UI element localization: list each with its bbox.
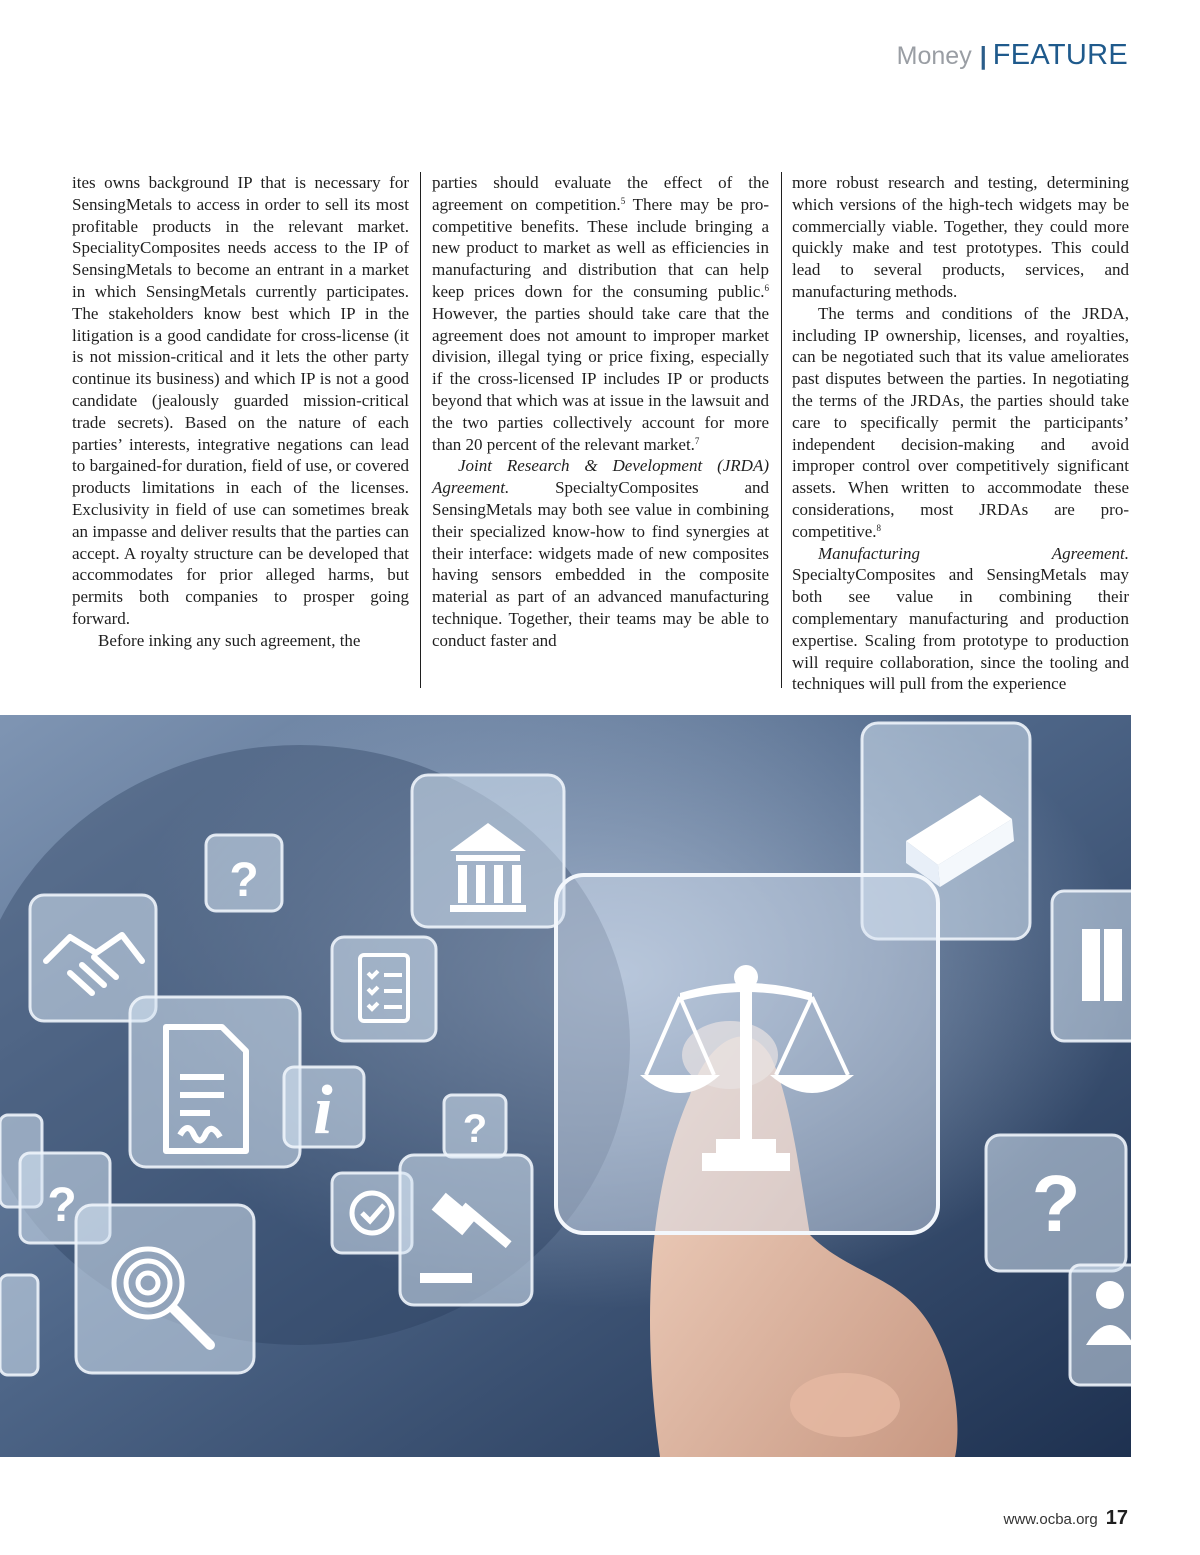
column-divider	[781, 172, 782, 688]
svg-text:?: ?	[229, 854, 259, 907]
svg-text:i: i	[313, 1072, 333, 1149]
page-footer	[1004, 1507, 1128, 1530]
page-number: 17	[1105, 1507, 1128, 1529]
header-separator: |	[979, 42, 987, 70]
run-in-heading: Manufacturing Agreement.	[818, 543, 1129, 563]
run-in-heading: Joint Research & Development (JRDA) Agreement.	[432, 456, 769, 498]
article-column-2	[432, 172, 769, 652]
paragraph: parties should evaluate the effect of the agreement on competition.$^5$ There may be pro-competitive benefits. These include bringing a new product to market as well as efficiencies in manufacturing and distribution that can help keep prices down for the consuming public.$^6$ However, the parties should take care that the agreement does not amount to improper market division, illegal tying or price fixing, especially if the cross-licensed IP includes IP or products beyond that which was at issue in the lawsuit and the two parties collectively account for more than 20 percent of the relevant market.$^7$	[432, 173, 770, 454]
info-icon	[313, 1072, 333, 1149]
website-url: www.ocba.org	[1003, 1511, 1098, 1528]
paragraph: more robust research and testing, determining which versions of the high-tech widgets may be commercially viable. Together, they could more quickly make and test prototypes. This could lead to several products, services, and manufacturing methods.	[792, 173, 1129, 301]
paragraph: Manufacturing Agreement. SpecialtyComposites and SensingMetals may both see value in combining their complementary manufacturing and production expertise. Scaling from prototype to production will require collaboration, since the tooling and techniques will pull from the experience	[792, 543, 1129, 694]
paragraph: Before inking any such agreement, the	[98, 630, 361, 650]
footnote-ref: 5	[620, 195, 626, 206]
column-divider	[420, 172, 421, 688]
svg-text:?: ?	[462, 1107, 488, 1151]
running-header	[897, 38, 1128, 73]
svg-text:?: ?	[47, 1179, 77, 1232]
article-column-3	[792, 172, 1129, 695]
feature-label: FEATURE	[992, 39, 1128, 71]
footnote-ref: 7	[694, 435, 700, 446]
paragraph: ites owns background IP that is necessary for SensingMetals to access in order to sell its most profitable products in the relevant market. SpecialityComposites needs access to the IP of SensingMetals to become an entrant in a market in which SensingMetals currently participates. The stakeholders know best which IP in the litigation is a good candidate for cross-license (it is not mission-critical and it lets the other party continue its business) and which IP is not a good candidate (jealously guarded mission-critical trade secrets). Based on the nature of each parties’ interests, integrative negations can lead to bargained-for duration, field of use, or covered products limitations in each of the licenses. Exclusivity in field of use can sometimes break an impasse and deliver results that the parties can accept. A royalty structure can be developed that accommodates for prior alleged harms, but permits both companies to prosper going forward.	[72, 173, 409, 628]
paragraph: The terms and conditions of the JRDA, including IP ownership, licenses, and royalties, can be negotiated such that its value ameliorates past disputes between the parties. In negotiating the terms of the JRDAs, the parties should take care to specifically permit the participants’ independent decision-making and avoid improper control over competitively significant assets. When written to accommodate these considerations, most JRDAs are pro-competitive.$^8$	[792, 303, 1129, 541]
footnote-ref: 8	[876, 522, 882, 533]
paragraph: Joint Research & Development (JRDA) Agreement. SpecialtyComposites and SensingMetals may both see value in combining their specialized know-how to find synergies at their interface: widgets made of new composites having sensors embedded in the composite material as part of an advanced manufacturing technique. Together, their teams may be able to conduct faster and	[432, 456, 769, 650]
footnote-ref: 6	[764, 282, 769, 293]
svg-text:?: ?	[1031, 1159, 1081, 1248]
article-column-1	[72, 172, 409, 652]
section-label: Money	[896, 42, 972, 70]
legal-icons-photo	[0, 715, 1131, 1457]
